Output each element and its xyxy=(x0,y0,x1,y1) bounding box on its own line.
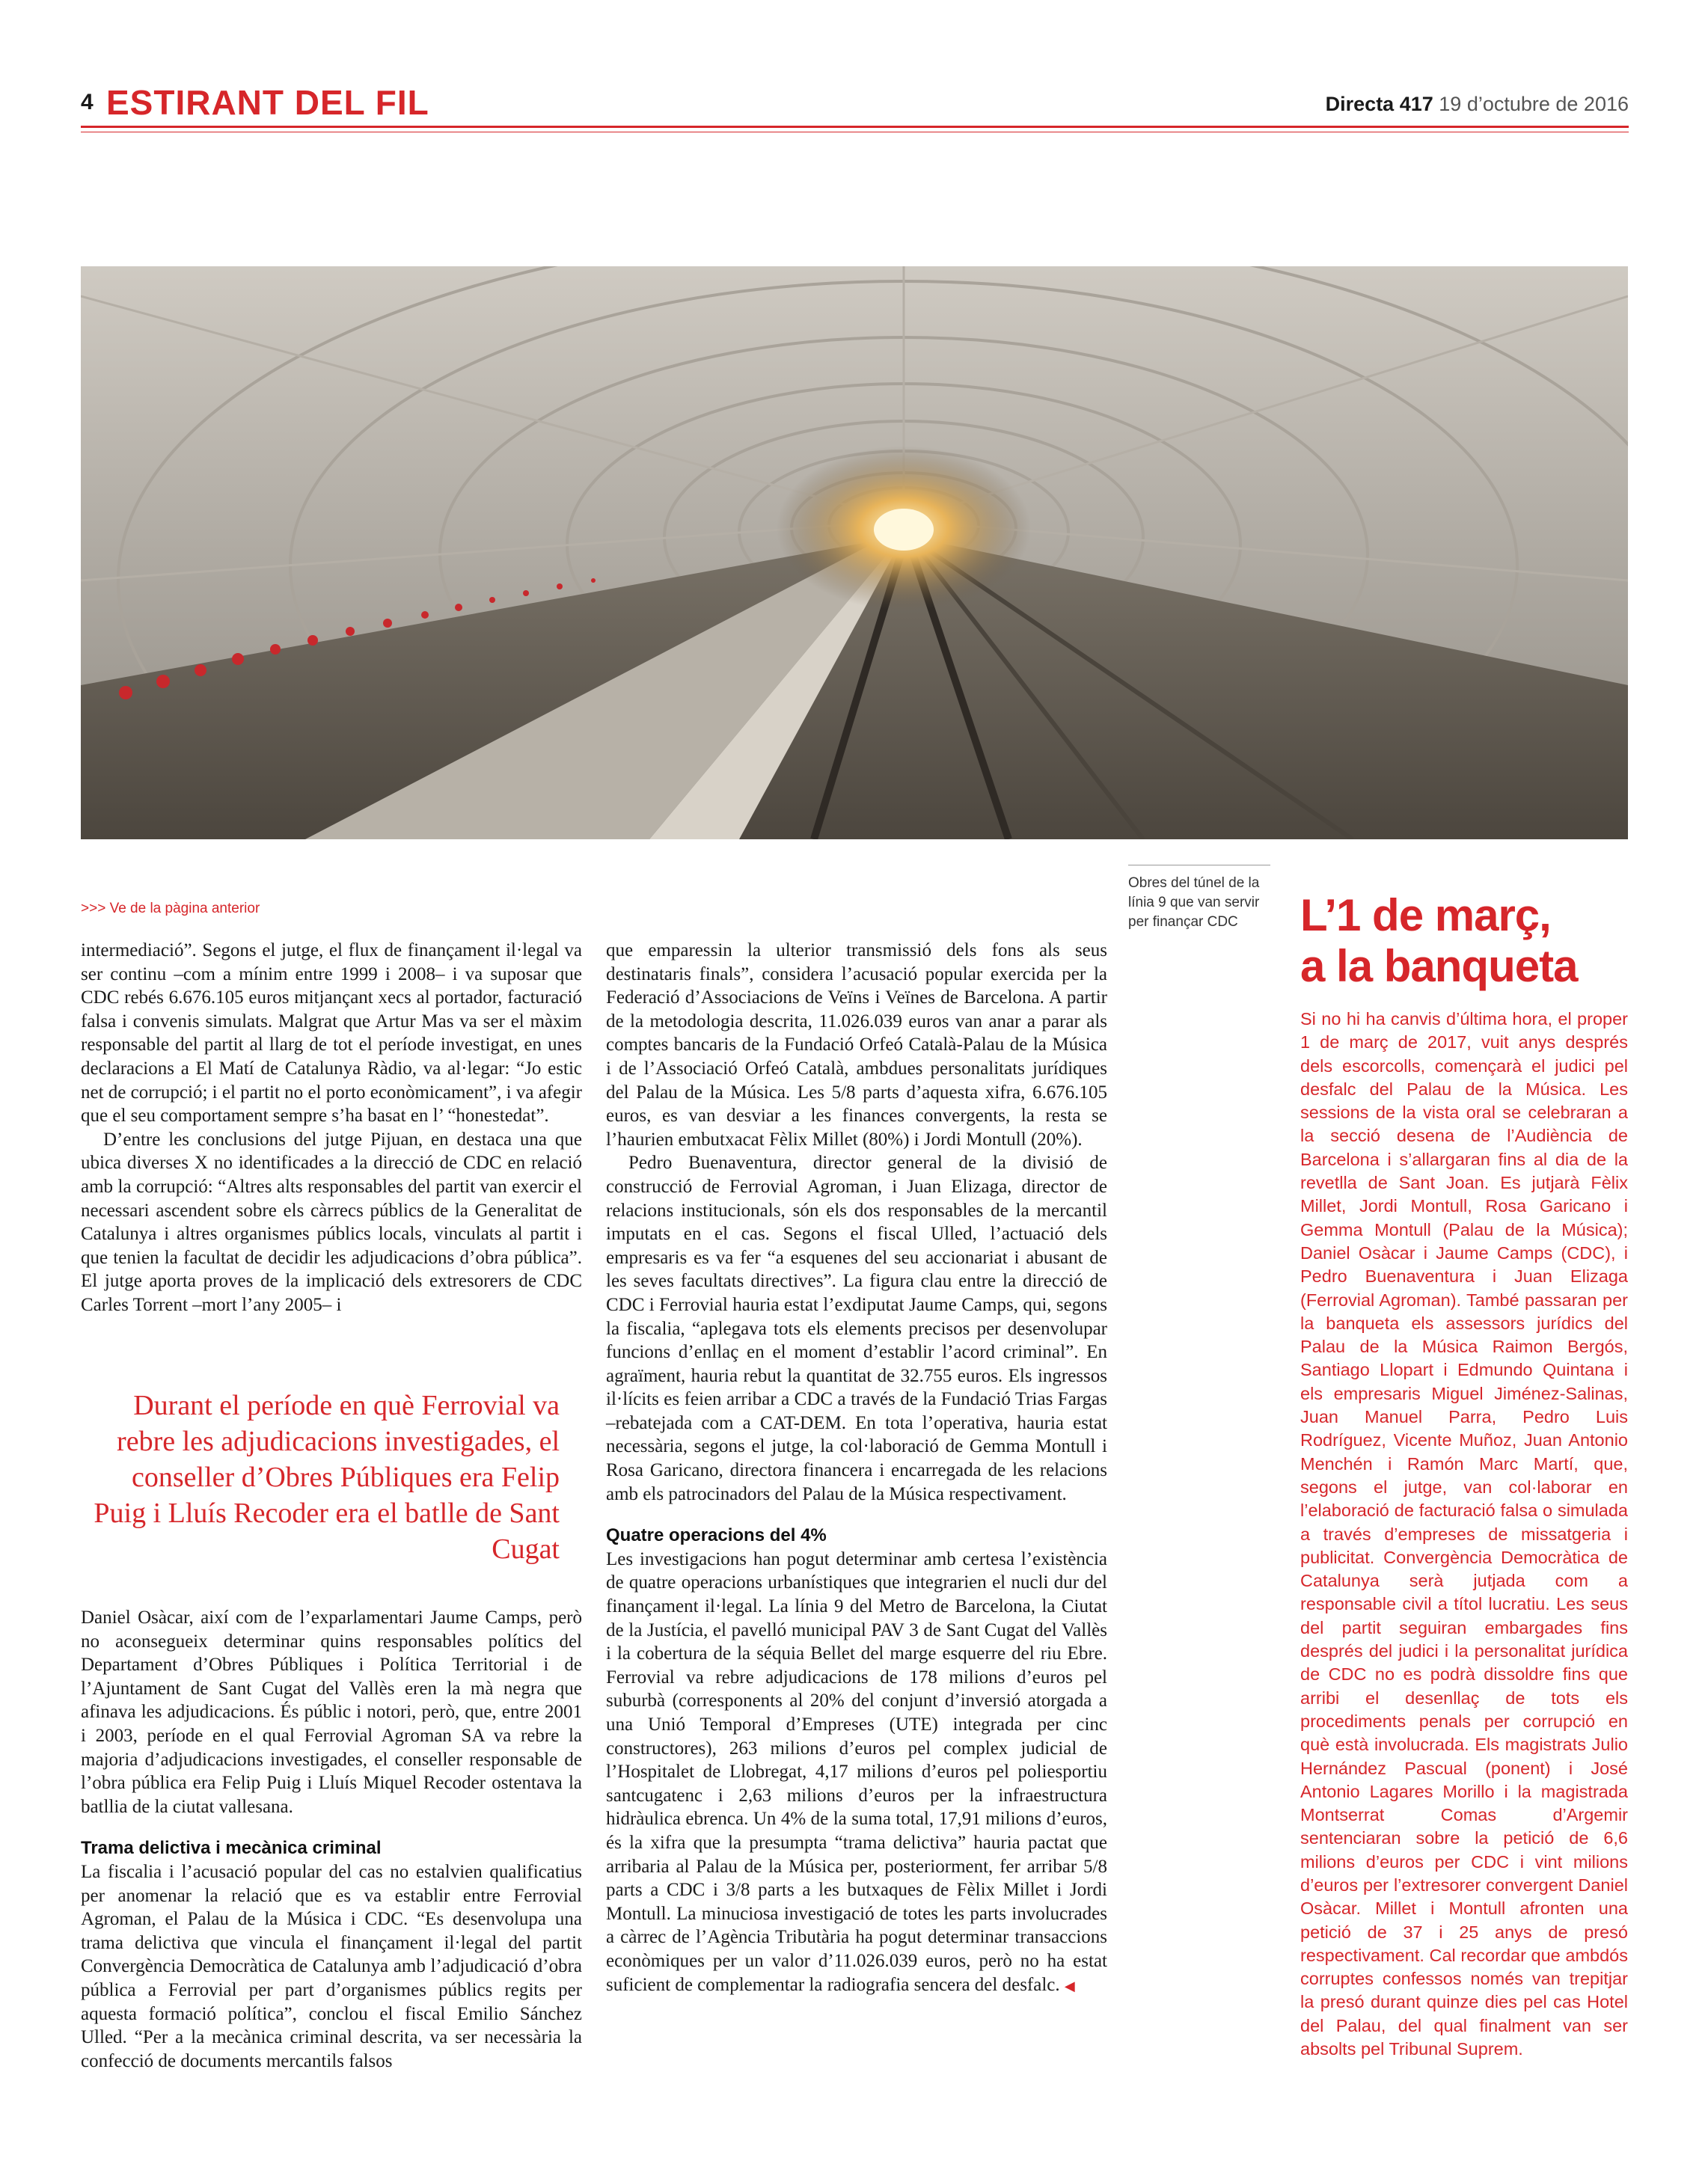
pull-quote: Durant el període en què Ferrovial va rebre les adjudicacions investigades, el conseller d’Obres Públiques era Felip Puig i Lluís Recoder era el batlle de Sant Cugat xyxy=(94,1390,560,1565)
continued-label: >>> Ve de la pàgina anterior xyxy=(81,901,260,916)
paragraph: que emparessin la ulterior transmissió dels fons als seus destinataris finals”, considera l’acusació popular exercida per la Federació d’Associacions de Veïns i Veïnes de Barcelona. A partir de la metodologia descrita, 11.026.039 euros van anar a parar als comptes bancaris de la Fundació Orfeó Català-Palau de la Música i de l’Associació Orfeó Català, ambdues personalitats jurídiques del Palau de la Música. Les 5/8 parts d’aquesta xifra, 6.676.105 euros, es van desviar a les finances convergents, la resta se l’haurien embutxacat Fèlix Millet (80%) i Jordi Montull (20%). xyxy=(606,940,1107,1150)
subheading: Quatre operacions del 4% xyxy=(606,1525,827,1546)
sidebar-body: Si no hi ha canvis d’última hora, el proper 1 de març de 2017, vuit anys després dels escorcolls, començarà el judici pel desfalc del Palau de la Música. Les sessions de la vista oral se celebraran a la secció desena de l’Audiència de Barcelona i s’allargaran fins al dia de la revetlla de Sant Joan. Es jutjarà Fèlix Millet, Jordi Montull, Rosa Garicano i Gemma Montull (Palau de la Música); Daniel Osàcar i Jaume Camps (CDC), i Pedro Buenaventura i Juan Elizaga (Ferrovial Agroman). També passaran per la banqueta els assessors jurídics del Palau de la Música Raimon Bergós, Santiago Llopart i Edmundo Quintana i els empresaris Miguel Jiménez-Salinas, Juan Manuel Parra, Pedro Luis Rodríguez, Vicente Muñoz, Juan Antonio Menchén i Ramón Marc Martí, que, segons el jutge, van col·laborar en l’elaboració de facturació falsa o simulada a través d’empreses de missatgeria i publicitat. Convergència Democràtica de Catalunya serà jutjada com a responsable civil a títol lucratiu. Les seus del partit seguiran embargades fins després del judici i la personalitat jurídica de CDC no es podrà dissoldre fins que arribi el desenllaç de tots els procediments penals per corrupció en què està involucrada. Els magistrats Julio Hernández Pascual (ponent) i José Antonio Lagares Morillo i la magistrada Montserrat Comas d’Argemir sentenciaran sobre la petició de 6,6 milions d’euros per CDC i vint milions d’euros per l’extresorer convergent Daniel Osàcar. Millet i Montull afronten una petició de 37 i 25 anys de presó respectivament. Cal recordar que ambdós corruptes confessos només van trepitjar la presó durant quinze dies pel cas Hotel del Palau, del qual finalment van ser absolts pel Tribunal Suprem. xyxy=(1300,1009,1628,2059)
paragraph: Pedro Buenaventura, director general de la divisió de construcció de Ferrovial Agroman, i Juan Elizaga, director de relacions institucionals, són els dos responsables de la mercantil imputats en el cas. Segons el fiscal Ulled, l’actuació dels empresaris es va fer “a esquenes del seu accionariat i abusant de les seves facultats directives”. La figura clau entre la direcció de CDC i Ferrovial hauria estat l’exdiputat Jaume Camps, qui, segons la fiscalia, “aplegava tots els elements precisos per desenvolupar funcions d’enllaç en el moment d’establir l’acord criminal”. En agraïment, hauria rebut la quantitat de 32.755 euros. Els ingressos il·lícits es feien arribar a CDC a través de la Fundació Trias Fargas –rebatejada com a CAT-DEM. En tota l’operativa, hauria estat necessària, segons el jutge, la col·laboració de Gemma Montull i Rosa Garicano, directora financera i encarregada de les relacions amb els patrocinadors del Palau de la Música respectivament. xyxy=(606,1153,1107,1504)
sidebar-title xyxy=(1300,890,1629,992)
paragraph: D’entre les conclusions del jutge Pijuan, en destaca una que ubica diverses X no identificades a la direcció de CDC en relació amb la corrupció: “Altres alts responsables del partit van exercir el necessari ascendent sobre els càrrecs públics de la Generalitat de Catalunya i altres organismes públics locals, vinculats al partit i que tenien la facultat de decidir les adjudicacions d’obra pública”. El jutge aporta proves de la implicació dels extresorers de CDC Carles Torrent –mort l’any 2005– i xyxy=(81,1129,582,1315)
article-column-2 xyxy=(606,939,1107,1998)
paragraph xyxy=(606,1548,1107,1998)
tunnel-photo xyxy=(81,266,1628,839)
paragraph-text: Les investigacions han pogut determinar amb certesa l’existència de quatre operacions urbanístiques que integrarien el nucli dur del finançament il·legal. La línia 9 del Metro de Barcelona, la Ciutat de la Justícia, el pavelló municipal PAV 3 de Sant Cugat del Vallès i la cobertura de la séquia Bellet del marge esquerre del riu Ebre. Ferrovial va rebre adjudicacions de 178 milions d’euros pel suburbà (corresponents al 20% del conjunt d’inversió atorgada a una Unió Temporal d’Empreses (UTE) integrada per cinc constructores), 263 milions d’euros pel complex judicial de l’Hospitalet de Llobregat, 4,17 milions d’euros pel poliesportiu santcugatenc i 2,63 milions d’euros per la infraestructura hidràulica ebrenca. Un 4% de la suma total, 17,91 milions d’euros, és la xifra que la presumpta “trama delictiva” hauria pactat que arribaria al Palau de la Música per, posteriorment, fer arribar 5/8 parts a CDC i 3/8 parts a les butxaques de Fèlix Millet i Jordi Montull. La minuciosa investigació de totes les parts involucrades a càrrec de l’Agència Tributària ha pogut determinar transaccions econòmiques per un valor d’11.026.039 euros, però no ha estat suficient de complementar la radiografia sencera del desfalc. xyxy=(606,1548,1107,1995)
paragraph: intermediació”. Segons el jutge, el flux de finançament il·legal va ser continu –com a mínim entre 1999 i 2008– i va suposar que CDC rebés 6.676.105 euros mitjançant xecs al portador, facturació falsa i convenis simulats. Malgrat que Artur Mas va ser el màxim responsable del partit al llarg de tot el període investigat, en unes declaracions a El Matí de Catalunya Ràdio, va al·legar: “Jo estic net de corrupció; i el partit no el porto econòmicament”, i va afegir que el seu comportament sempre s’ha basat en l’ “honestedat”. xyxy=(81,940,582,1127)
header-rule xyxy=(81,126,1629,128)
article-column-1-bottom xyxy=(81,1606,582,2073)
subheading: Trama delictiva i mecànica criminal xyxy=(81,1838,382,1859)
tunnel-illustration xyxy=(81,266,1628,839)
paragraph: Daniel Osàcar, així com de l’exparlamentari Jaume Camps, però no aconsegueix determinar quins responsables polítics del Departament d’Obres Públiques i Política Territorial i de l’Ajuntament de Sant Cugat del Vallès eren la mà negra que afinava les adjudicacions. És públic i notori, però, que, entre 2001 i 2003, període en el qual Ferrovial Agroman SA va rebre la majoria d’adjudicacions investigades, el conseller responsable de l’obra pública era Felip Puig i Lluís Miquel Recoder ostentava la batllia de la ciutat vallesana. xyxy=(81,1608,582,1817)
section-title: ESTIRANT DEL FIL xyxy=(106,83,429,122)
photo-caption: Obres del túnel de la línia 9 que van servir per finançar CDC xyxy=(1128,875,1260,930)
publication-date: 19 d’octubre de 2016 xyxy=(1439,93,1629,115)
page-number: 4 xyxy=(81,90,94,114)
publication-info xyxy=(1326,93,1629,116)
sidebar-title-line: L’1 de març, xyxy=(1300,890,1551,940)
end-mark-icon: ◀ xyxy=(1064,1978,1075,1993)
article-column-1-top xyxy=(81,939,582,1317)
publication-name: Directa 417 xyxy=(1325,93,1433,115)
sidebar-title-line: a la banqueta xyxy=(1300,941,1578,991)
paragraph: La fiscalia i l’acusació popular del cas no estalvien qualificatius per anomenar la relació que es va establir entre Ferrovial Agroman, el Palau de la Música i CDC. “Es desenvolupa una trama delictiva que vincula el finançament il·legal del partit Convergència Democràtica de Catalunya amb l’adjudicació d’obra pública a Ferrovial per part d’organismes públics regits per aquesta formació política”, conclou el fiscal Emilio Sánchez Ulled. “Per a la mecànica criminal descrita, va ser necessària la confecció de documents mercantils falsos xyxy=(81,1861,582,2071)
